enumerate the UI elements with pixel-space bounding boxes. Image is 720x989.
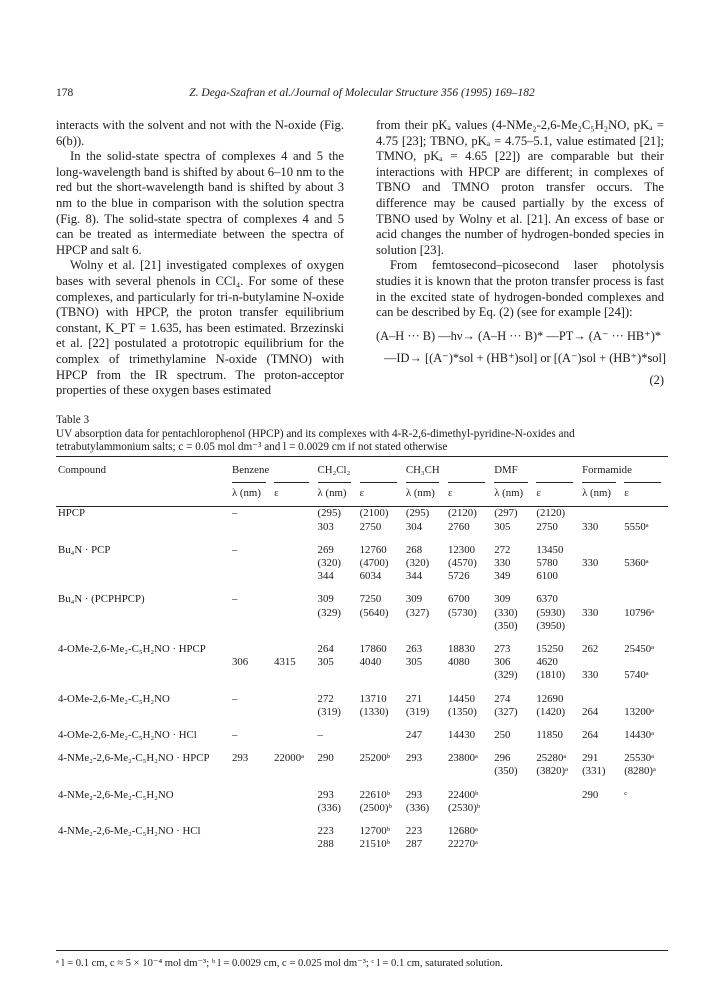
table-row [56,620,668,633]
lambda-cell: (329) [317,606,341,619]
lambda-cell: (320) [405,557,430,570]
lambda-cell: 309 [494,593,511,606]
equation-number: (2) [649,372,664,387]
table-row [56,742,668,765]
lambda-cell [316,669,358,682]
table-row [56,521,668,534]
compound-cell: 4-OMe-2,6-Me₂-C₅H₂NO · HCl [58,729,197,742]
lambda-cell [580,802,622,815]
lambda-cell: 268 [405,543,423,556]
epsilon-cell: (3950) [536,619,566,632]
epsilon-cell: (4570) [448,557,477,570]
epsilon-cell: 11850 [536,729,563,742]
lambda-cell: (295) [317,507,341,520]
epsilon-cell: 25280ᵃ [536,752,567,765]
solvent-header: DMF [492,457,580,481]
table-row [56,656,668,669]
lambda-cell [230,620,272,633]
epsilon-cell: 2750 [536,520,558,533]
epsilon-cell: (2500)ᵇ [359,801,392,814]
epsilon-cell [534,838,580,851]
epsilon-cell: 4315 [274,656,296,669]
lambda-cell: (350) [494,765,518,778]
solvent-header: CH₃CH [404,457,492,481]
table-row [56,607,668,620]
epsilon-cell [446,765,492,778]
lambda-cell [230,779,272,802]
epsilon-cell: 6700 [448,593,470,606]
epsilon-cell [622,683,668,706]
epsilon-cell: 13710 [359,692,387,705]
compound-cell: 4-OMe-2,6-Me₂-C₅H₂NO · HPCP [58,643,206,656]
epsilon-cell [272,607,315,620]
epsilon-cell [358,669,404,682]
epsilon-cell: 15250 [536,643,564,656]
lambda-cell [492,802,534,815]
epsilon-cell [272,706,315,719]
epsilon-cell: 25200ᵇ [359,752,390,765]
epsilon-cell [622,802,668,815]
paragraph: Wolny et al. [21] investigated complexes of oxygen bases with several phenols in CCl₄. For some of these complexes, and particularly for tri-n-butylamine N-oxide (TBNO) with HPCP, the proton transfer equilibrium constant, K_PT = 1.635, has been estimated. Brzezinski et al. [22] postulated a prototropic equilibrium for the complex of trimethylamine N-oxide (TMNO) with HPCP from the IR spectrum. The proton-acceptor properties of these oxygen bases estimated [56,258,344,398]
lambda-cell: (327) [494,705,518,718]
lambda-cell: 288 [317,838,334,851]
epsilon-cell: 12680ᵃ [448,825,478,838]
lambda-cell [580,570,622,583]
compound-cell [56,802,230,815]
equation-2 [376,325,667,391]
compound-cell [56,838,230,851]
epsilon-cell: 12300 [448,543,475,556]
lambda-cell: – [232,729,238,742]
lambda-cell: 304 [405,520,423,533]
epsilon-cell [272,719,315,742]
lambda-cell: 293 [405,788,423,801]
lambda-cell: 269 [317,543,334,556]
lambda-cell [580,583,622,606]
epsilon-cell [446,620,492,633]
lambda-cell [404,669,446,682]
lambda-cell: 330 [494,557,511,570]
epsilon-cell: 13200ᵃ [624,705,655,718]
lambda-cell [230,838,272,851]
compound-cell [56,656,230,669]
epsilon-header: ε [358,480,404,507]
compound-header: Compound [56,457,230,481]
lambda-cell: (331) [582,765,606,778]
lambda-cell: – [232,593,238,606]
lambda-cell: 263 [405,643,423,656]
lambda-cell: 349 [494,570,511,583]
epsilon-cell: 14430ᵃ [624,729,655,742]
lambda-cell [230,802,272,815]
table-row [56,633,668,656]
epsilon-cell: 12700ᵇ [359,825,390,838]
lambda-cell: 306 [494,656,511,669]
table-row [56,683,668,706]
lambda-cell: 272 [494,543,511,556]
compound-cell: 4-NMe₂-2,6-Me₂-C₅H₂NO [58,788,174,801]
epsilon-cell: 25530ᵃ [624,752,655,765]
epsilon-cell [622,570,668,583]
lambda-cell [580,838,622,851]
lambda-cell: 293 [317,788,334,801]
epsilon-cell: 17860 [359,643,387,656]
lambda-cell: 309 [317,593,334,606]
lambda-cell: 306 [232,656,249,669]
epsilon-cell [358,620,404,633]
running-title: Z. Dega-Szafran et al./Journal of Molecular Structure 356 (1995) 169–182 [189,87,535,99]
epsilon-cell: 14450 [448,692,475,705]
lambda-cell [580,815,622,838]
epsilon-cell: 5550ᵃ [624,520,649,533]
epsilon-cell [358,765,404,778]
epsilon-cell: (1810) [536,669,566,682]
lambda-cell: 262 [582,643,599,656]
table-caption-block [56,414,668,455]
epsilon-cell: 5780 [536,557,558,570]
lambda-cell: 250 [494,729,511,742]
lambda-cell: (319) [317,705,341,718]
epsilon-cell: 6370 [536,593,558,606]
lambda-cell [230,765,272,778]
lambda-cell [230,815,272,838]
epsilon-header: ε [534,480,580,507]
epsilon-cell [272,802,315,815]
epsilon-cell [272,683,315,706]
epsilon-cell: 18830 [448,643,475,656]
lambda-cell: 305 [317,656,334,669]
epsilon-cell [272,570,315,583]
lambda-header: λ (nm) [492,480,534,507]
paragraph: In the solid-state spectra of complexes 4 and 5 the long-wavelength band is shifted by about 6–10 nm to the red but the short-wavelength band is shifted by about 3 nm to the blue in comparison with the solution spectra (Fig. 8). The solid-state spectra of complexes 4 and 5 can be treated as intermediate between the spectra of HPCP and salt 6. [56,149,344,257]
epsilon-cell: (1420) [536,705,566,718]
lambda-cell: 305 [405,656,423,669]
lambda-cell: (295) [405,507,430,520]
lambda-cell: 344 [317,570,334,583]
epsilon-cell [622,583,668,606]
epsilon-cell [622,656,668,669]
lambda-cell: 291 [582,752,599,765]
compound-cell: Bu₄N · (PCPHPCP) [58,593,145,606]
epsilon-cell [622,620,668,633]
epsilon-cell [272,838,315,851]
epsilon-cell: 4620 [536,656,558,669]
epsilon-cell [272,815,315,838]
paragraph: From femtosecond–picosecond laser photolysis studies it is known that the proton transfer process is fast in the excited state of hydrogen-bonded complexes and can be described by Eq. (2) (see for example [24]): [376,258,664,320]
table-row [56,583,668,606]
epsilon-cell: 22400ᵇ [448,788,479,801]
lambda-cell [580,656,622,669]
table-row [56,570,668,583]
epsilon-cell: (5730) [448,606,477,619]
epsilon-cell [622,838,668,851]
epsilon-header: ε [272,480,315,507]
compound-cell: Bu₄N · PCP [58,543,111,556]
lambda-cell: (336) [405,801,430,814]
lambda-cell: 272 [317,692,334,705]
table-body [56,507,668,852]
compound-cell: 4-OMe-2,6-Me₂-C₅H₂NO [58,692,170,705]
compound-cell [56,669,230,682]
epsilon-cell: ᶜ [624,788,627,801]
lambda-header: λ (nm) [580,480,622,507]
epsilon-cell [446,669,492,682]
lambda-cell: 264 [317,643,334,656]
lambda-cell [316,765,358,778]
lambda-cell [230,570,272,583]
epsilon-cell: 6034 [359,570,382,583]
epsilon-cell [272,669,315,682]
epsilon-cell: (4700) [359,557,389,570]
lambda-cell: (336) [317,801,341,814]
lambda-cell: 264 [582,729,599,742]
epsilon-cell: 22000ᵃ [274,752,305,765]
lambda-cell [404,620,446,633]
epsilon-cell [272,557,315,570]
lambda-cell: 330 [582,520,599,533]
compound-cell [56,557,230,570]
lambda-cell [230,633,272,656]
lambda-cell: 296 [494,752,511,765]
lambda-cell [580,620,622,633]
lambda-cell [492,838,534,851]
epsilon-cell [272,620,315,633]
compound-cell [56,607,230,620]
table-row [56,802,668,815]
compound-cell [56,706,230,719]
epsilon-cell [622,534,668,557]
epsilon-cell [272,633,315,656]
epsilon-cell: (5930) [536,606,566,619]
lambda-cell: 274 [494,692,511,705]
solvent-header: Benzene [230,457,316,481]
epsilon-cell: (3820)ᵃ [536,765,569,778]
lambda-cell [316,620,358,633]
epsilon-cell [534,779,580,802]
epsilon-cell: (1330) [359,705,389,718]
compound-cell: 4-NMe₂-2,6-Me₂-C₅H₂NO · HCl [58,825,201,838]
lambda-cell: – [232,507,238,520]
epsilon-cell [272,765,315,778]
lambda-cell: 247 [405,729,423,742]
epsilon-cell: 6100 [536,570,558,583]
lambda-cell: 290 [317,752,334,765]
lambda-cell: 303 [317,520,334,533]
epsilon-cell: (5640) [359,606,389,619]
right-column [376,118,667,391]
paragraph: interacts with the solvent and not with the N-oxide (Fig. 6(b)). [56,118,344,148]
epsilon-header: ε [622,480,668,507]
table-row [56,507,668,521]
epsilon-cell: 22270ᵃ [448,838,478,851]
epsilon-cell [534,815,580,838]
epsilon-cell: 12690 [536,692,564,705]
epsilon-cell: (2120) [536,507,566,520]
lambda-cell: 290 [582,788,599,801]
epsilon-cell: (8280)ᵃ [624,765,656,778]
lambda-cell: (330) [494,606,518,619]
lambda-cell: 330 [582,669,599,682]
lambda-cell [230,557,272,570]
epsilon-cell [534,802,580,815]
lambda-cell: 309 [405,593,423,606]
lambda-cell: 223 [317,825,334,838]
table-row [56,838,668,851]
epsilon-cell [622,507,668,521]
epsilon-cell [358,719,404,742]
lambda-header: λ (nm) [404,480,446,507]
compound-cell [56,521,230,534]
epsilon-cell: 5740ᵃ [624,669,649,682]
compound-cell: HPCP [58,507,86,520]
epsilon-cell: (2100) [359,507,389,520]
lambda-cell: 305 [494,520,511,533]
paragraph: from their pKₐ values (4-NMe₂-2,6-Me₂C₅H₂NO, pKₐ = 4.75 [23]; TBNO, pKₐ = 4.75–5.1, value estimated [21]; TMNO, pKₐ = 4.65 [22]) are comparable but their interactions with HPCP are different; in complexes of TBNO and TMNO proton transfer occurs. The difference may be caused partially by the excess of TBNO used by Wolny et al. [21]. An excess of base or acid changes the number of hydrogen-bonded species in solution [23]. [376,118,664,257]
lambda-header: λ (nm) [316,480,358,507]
epsilon-cell [272,507,315,521]
lambda-cell [580,683,622,706]
epsilon-cell: 2750 [359,520,382,533]
compound-cell [56,620,230,633]
table-caption: UV absorption data for pentachlorophenol (HPCP) and its complexes with 4-R-2,6-dimethyl-pyridine-N-oxides and tetrabutylammonium salts; c = 0.05 mol dm⁻³ and l = 0.0029 cm if not stated otherwise [56,427,575,454]
lambda-cell [580,534,622,557]
lambda-cell: 271 [405,692,423,705]
lambda-cell: 273 [494,643,511,656]
epsilon-cell [622,815,668,838]
compound-cell [56,765,230,778]
epsilon-cell: 22610ᵇ [359,788,390,801]
lambda-cell: 293 [232,752,249,765]
lambda-cell [230,706,272,719]
compound-cell: 4-NMe₂-2,6-Me₂-C₅H₂NO · HPCP [58,752,210,765]
lambda-cell: (329) [494,669,518,682]
table-row [56,779,668,802]
uv-absorption-table [56,456,668,851]
lambda-cell: 293 [405,752,423,765]
solvent-header: Formamide [580,457,668,481]
lambda-cell [580,507,622,521]
lambda-cell: (350) [494,619,518,632]
lambda-cell [492,815,534,838]
epsilon-cell: 25450ᵃ [624,643,655,656]
epsilon-cell [272,583,315,606]
lambda-cell [230,669,272,682]
table-footnote: ᵃ l = 0.1 cm, c ≈ 5 × 10⁻⁴ mol dm⁻³; ᵇ l = 0.0029 cm, c = 0.025 mol dm⁻³; ᶜ l = 0.1 cm, saturated solution. [56,950,668,969]
lambda-cell: (297) [494,507,518,520]
lambda-cell: – [317,729,323,742]
epsilon-cell: 13450 [536,543,564,556]
lambda-cell [230,607,272,620]
lambda-cell [404,765,446,778]
lambda-cell: 264 [582,705,599,718]
epsilon-cell: (1350) [448,705,477,718]
epsilon-cell: 14430 [448,729,475,742]
epsilon-cell: 5360ᵃ [624,557,649,570]
epsilon-cell [272,521,315,534]
lambda-cell: – [232,692,238,705]
equation-line-1: (A–H ··· B) —hν→ (A–H ··· B)* —PT→ (A⁻ ··· HB⁺)* [376,328,662,343]
left-column [56,118,344,399]
epsilon-cell: (2530)ᵇ [448,801,481,814]
equation-line-2: —ID→ [(A⁻)*sol + (HB⁺)sol] or [(A⁻)sol + (HB⁺)*sol] [384,350,667,365]
epsilon-cell: 2760 [448,520,470,533]
page-number: 178 [56,87,74,99]
epsilon-cell: 21510ᵇ [359,838,390,851]
epsilon-cell [272,534,315,557]
lambda-cell: (319) [405,705,430,718]
table-row [56,706,668,719]
table-row [56,534,668,557]
epsilon-cell: 12760 [359,543,387,556]
table-row [56,557,668,570]
epsilon-cell: 4040 [359,656,382,669]
epsilon-cell: 10796ᵃ [624,606,655,619]
lambda-cell [492,779,534,802]
epsilon-cell: 7250 [359,593,382,606]
lambda-header: λ (nm) [230,480,272,507]
epsilon-cell: (2120) [448,507,477,520]
epsilon-cell: 4080 [448,656,470,669]
table-row [56,669,668,682]
table-row [56,765,668,778]
table-row [56,719,668,742]
compound-cell [56,570,230,583]
lambda-cell: – [232,543,238,556]
lambda-cell: (320) [317,557,341,570]
solvent-header: CH₂Cl₂ [316,457,404,481]
lambda-cell: 330 [582,606,599,619]
lambda-cell: 344 [405,570,423,583]
lambda-cell: 287 [405,838,423,851]
epsilon-cell: 5726 [448,570,470,583]
lambda-cell: 330 [582,557,599,570]
epsilon-header: ε [446,480,492,507]
epsilon-cell [272,779,315,802]
lambda-cell: 223 [405,825,423,838]
lambda-cell: (327) [405,606,430,619]
lambda-cell [230,521,272,534]
table-row [56,815,668,838]
epsilon-cell: 23800ᵃ [448,752,478,765]
table-label: Table 3 [56,414,90,426]
